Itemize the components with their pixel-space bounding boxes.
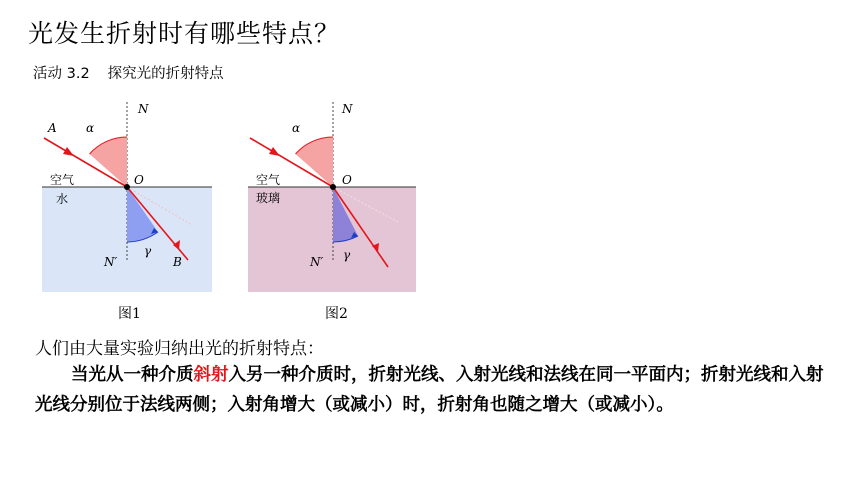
label-o: O [342,173,352,187]
label-n-prime: N′ [310,255,324,269]
label-n-prime: N′ [104,255,118,269]
conclusion-before: 当光从一种介质 [71,365,194,385]
figure-2-diagram [248,100,423,295]
label-gamma: γ [144,244,152,258]
page-title: 光发生折射时有哪些特点？ [28,19,341,48]
activity-heading [33,62,224,83]
point-o [330,184,336,190]
conclusion-paragraph [35,360,825,420]
conclusion-after: 入另一种介质时，折射光线、入射光线和法线在同一平面内；折射光线和入射光线分别位于法线两侧；入射角增大（或减小）时，折射角也随之增大（或减小）。 [35,365,824,415]
label-n: N [138,102,149,116]
label-a: A [48,121,57,135]
upper-medium-label: 空气 [256,173,281,187]
lower-medium-label: 玻璃 [256,191,281,205]
label-b: B [173,255,182,269]
upper-medium-label: 空气 [50,173,75,187]
label-o: O [134,173,144,187]
label-alpha: α [86,121,95,135]
figure-1-caption: 图1 [118,306,141,322]
label-n: N [342,102,353,116]
activity-label: 活动 3.2 [33,66,90,82]
activity-text: 探究光的折射特点 [107,66,224,82]
point-o [124,184,130,190]
figure-1-diagram [42,100,217,295]
label-alpha: α [292,121,301,135]
intro-text: 人们由大量实验归纳出光的折射特点： [35,339,324,359]
label-gamma: γ [343,248,351,262]
highlight-oblique: 斜射 [193,365,229,385]
lower-medium-label: 水 [56,192,69,206]
figure-2-caption: 图2 [325,306,348,322]
